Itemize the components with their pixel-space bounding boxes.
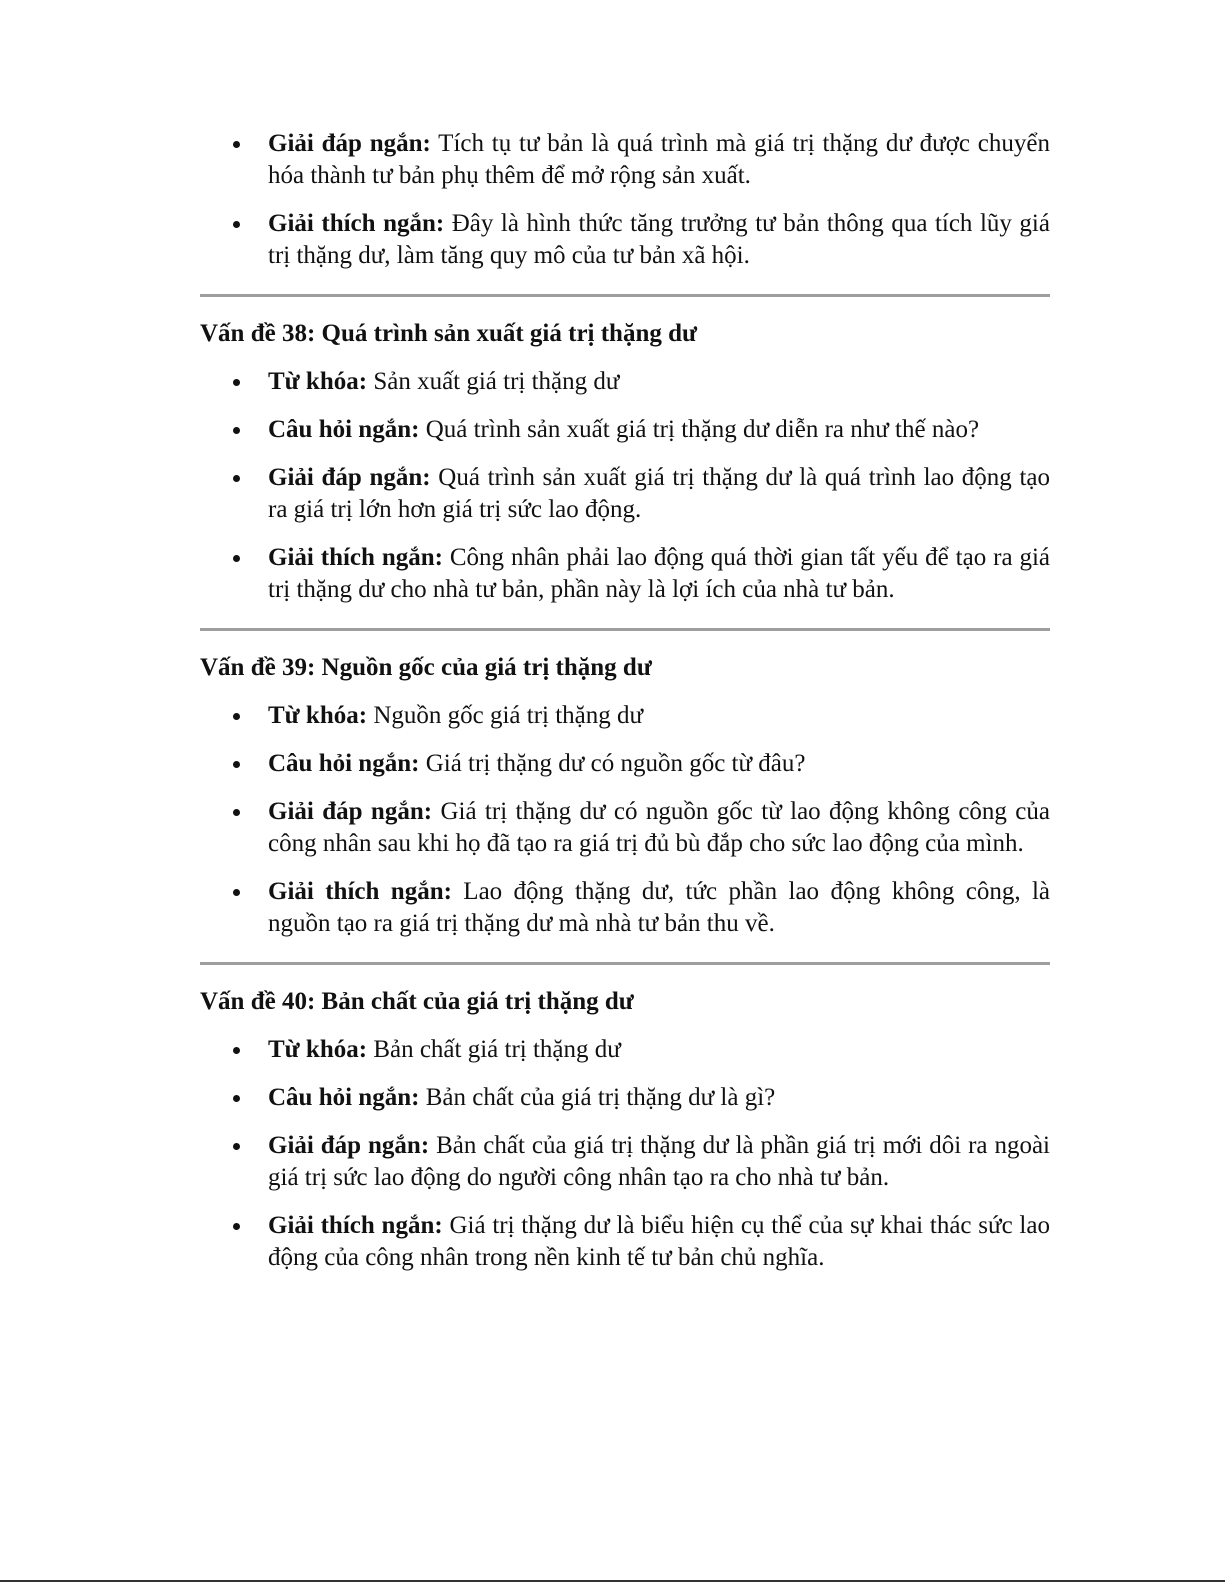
bullet-icon [233, 1095, 240, 1102]
bullet-icon [233, 141, 240, 148]
bullet-icon [233, 889, 240, 896]
item-label: Từ khóa: [268, 702, 368, 729]
section-divider [200, 294, 1050, 297]
item-label: Câu hỏi ngắn: [268, 416, 420, 443]
page-bottom-edge [0, 1580, 1225, 1582]
section-item-list [200, 700, 1050, 940]
list-item [200, 748, 1050, 780]
item-text: Đây là hình thức tăng trưởng tư bản thông qua tích lũy giá trị thặng dư, làm tăng quy mô của tư bản xã hội. [268, 210, 1050, 269]
list-item [200, 876, 1050, 940]
item-text: Giá trị thặng dư có nguồn gốc từ lao động không công của công nhân sau khi họ đã tạo ra giá trị đủ bù đắp cho sức lao động của mình. [268, 798, 1050, 857]
bullet-icon [233, 713, 240, 720]
item-text: Quá trình sản xuất giá trị thặng dư là quá trình lao động tạo ra giá trị lớn hơn giá trị sức lao động. [268, 464, 1051, 523]
bullet-icon [233, 809, 240, 816]
item-text: Nguồn gốc giá trị thặng dư [367, 702, 644, 729]
list-item [200, 128, 1050, 192]
list-item [200, 542, 1050, 606]
list-item [200, 366, 1050, 398]
section-title: Vấn đề 38: Quá trình sản xuất giá trị thặng dư [200, 320, 698, 347]
item-text: Lao động thặng dư, tức phần lao động không công, là nguồn tạo ra giá trị thặng dư mà nhà tư bản thu về. [268, 878, 1050, 937]
item-text: Quá trình sản xuất giá trị thặng dư diễn ra như thế nào? [419, 416, 980, 443]
item-label: Giải đáp ngắn: [268, 130, 431, 157]
section-item-list [200, 366, 1050, 606]
section-title: Vấn đề 40: Bản chất của giá trị thặng dư [200, 988, 634, 1015]
section-divider [200, 962, 1050, 965]
section-39 [200, 652, 1050, 940]
top-item-list [200, 128, 1050, 272]
bullet-icon [233, 427, 240, 434]
list-item [200, 1082, 1050, 1114]
list-item [200, 208, 1050, 272]
item-label: Giải thích ngắn: [268, 878, 452, 905]
section-40 [200, 986, 1050, 1274]
item-text: Sản xuất giá trị thặng dư [367, 368, 620, 395]
item-label: Giải thích ngắn: [268, 210, 445, 237]
item-text: Bản chất của giá trị thặng dư là gì? [419, 1084, 776, 1111]
list-item [200, 414, 1050, 446]
bullet-icon [233, 1143, 240, 1150]
bullet-icon [233, 761, 240, 768]
bullet-icon [233, 475, 240, 482]
list-item [200, 796, 1050, 860]
section-38 [200, 318, 1050, 606]
item-label: Giải đáp ngắn: [268, 798, 433, 825]
item-text: Giá trị thặng dư là biểu hiện cụ thể của sự khai thác sức lao động của công nhân trong nền kinh tế tư bản chủ nghĩa. [268, 1212, 1050, 1271]
bullet-icon [233, 221, 240, 228]
list-item [200, 1130, 1050, 1194]
section-item-list [200, 1034, 1050, 1274]
bullet-icon [233, 555, 240, 562]
item-label: Giải thích ngắn: [268, 1212, 443, 1239]
item-label: Từ khóa: [268, 368, 368, 395]
list-item [200, 462, 1050, 526]
item-label: Giải đáp ngắn: [268, 464, 431, 491]
list-item [200, 1034, 1050, 1066]
item-text: Bản chất giá trị thặng dư [367, 1036, 621, 1063]
item-label: Câu hỏi ngắn: [268, 1084, 420, 1111]
list-item [200, 700, 1050, 732]
item-text: Công nhân phải lao động quá thời gian tất yếu để tạo ra giá trị thặng dư cho nhà tư bản, phần này là lợi ích của nhà tư bản. [268, 544, 1050, 603]
bullet-icon [233, 1223, 240, 1230]
item-label: Câu hỏi ngắn: [268, 750, 420, 777]
bullet-icon [233, 379, 240, 386]
bullet-icon [233, 1047, 240, 1054]
section-title: Vấn đề 39: Nguồn gốc của giá trị thặng dư [200, 654, 652, 681]
item-text: Bản chất của giá trị thặng dư là phần giá trị mới dôi ra ngoài giá trị sức lao động do người công nhân tạo ra cho nhà tư bản. [268, 1132, 1051, 1191]
section-divider [200, 628, 1050, 631]
list-item [200, 1210, 1050, 1274]
item-label: Giải đáp ngắn: [268, 1132, 430, 1159]
document-page [200, 128, 1050, 1290]
item-text: Giá trị thặng dư có nguồn gốc từ đâu? [419, 750, 806, 777]
item-text: Tích tụ tư bản là quá trình mà giá trị thặng dư được chuyển hóa thành tư bản phụ thêm để mở rộng sản xuất. [268, 130, 1050, 189]
item-label: Giải thích ngắn: [268, 544, 443, 571]
item-label: Từ khóa: [268, 1036, 368, 1063]
